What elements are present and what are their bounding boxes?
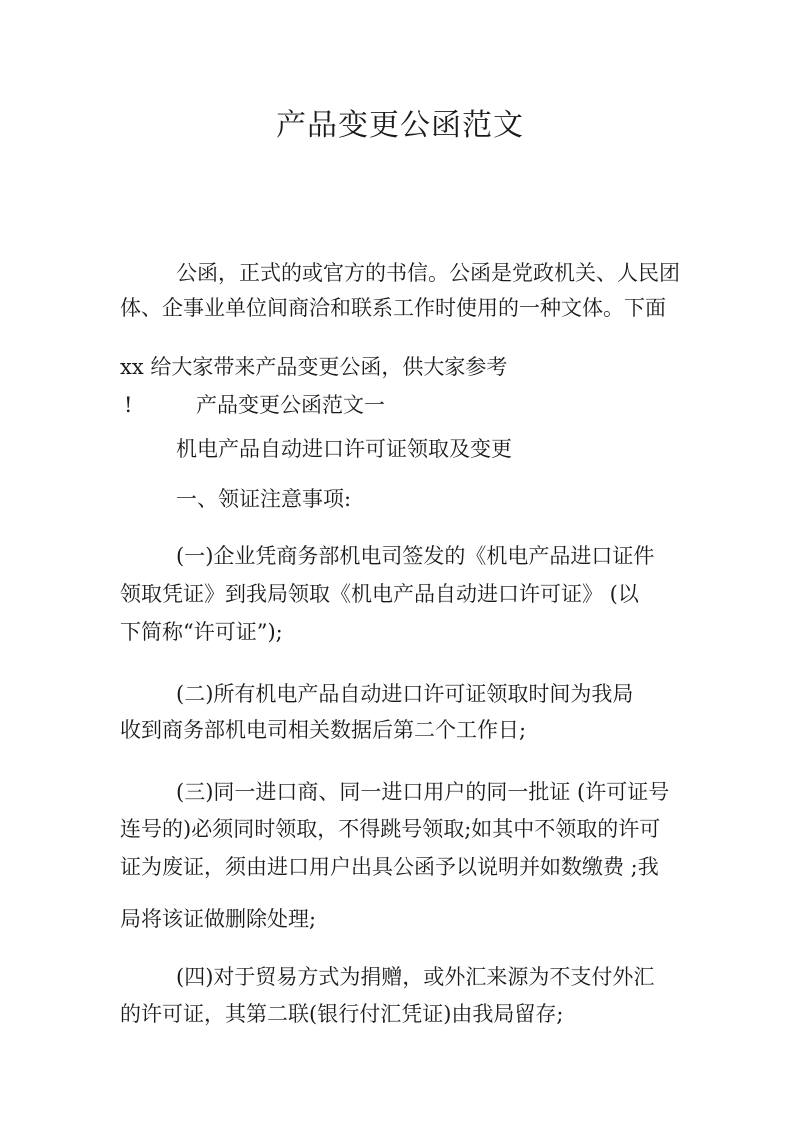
item-3-line-4: 局将该证做删除处理; <box>120 907 317 931</box>
heading-notes: 一、领证注意事项: <box>176 487 352 511</box>
item-4-line-2: 的许可证，其第二联(银行付汇凭证)由我局留存; <box>120 1002 564 1026</box>
section-title: 产品变更公函范文一 <box>196 393 385 417</box>
item-1-line-3: 下简称“许可证”); <box>120 620 283 644</box>
document-title: 产品变更公函范文 <box>276 108 524 143</box>
intro-line-3: xx 给大家带来产品变更公函，供大家参考 <box>120 355 508 379</box>
section-marker: ! <box>124 393 133 417</box>
item-3-line-3: 证为废证，须由进口用户出具公函予以说明并如数缴费 ;我 <box>120 855 659 879</box>
item-1-line-1: (一)企业凭商务部机电司签发的《机电产品进口证件 <box>176 544 655 568</box>
item-2-line-2: 收到商务部机电司相关数据后第二个工作日; <box>120 718 527 742</box>
intro-line-1: 公函，正式的或官方的书信。公函是党政机关、人民团 <box>176 261 680 285</box>
item-4-line-1: (四)对于贸易方式为捐赠，或外汇来源为不支付外汇 <box>176 965 655 989</box>
item-3-line-1: (三)同一进口商、同一进口用户的同一批证 (许可证号 <box>176 780 670 804</box>
intro-line-2: 体、企事业单位间商洽和联系工作时使用的一种文体。下面 <box>120 296 666 320</box>
item-2-line-1: (二)所有机电产品自动进口许可证领取时间为我局 <box>176 682 634 706</box>
subject-line: 机电产品自动进口许可证领取及变更 <box>176 437 512 461</box>
item-1-line-2: 领取凭证》到我局领取《机电产品自动进口许可证》 (以 <box>120 582 639 606</box>
item-3-line-2: 连号的)必须同时领取，不得跳号领取;如其中不领取的许可 <box>120 817 661 841</box>
